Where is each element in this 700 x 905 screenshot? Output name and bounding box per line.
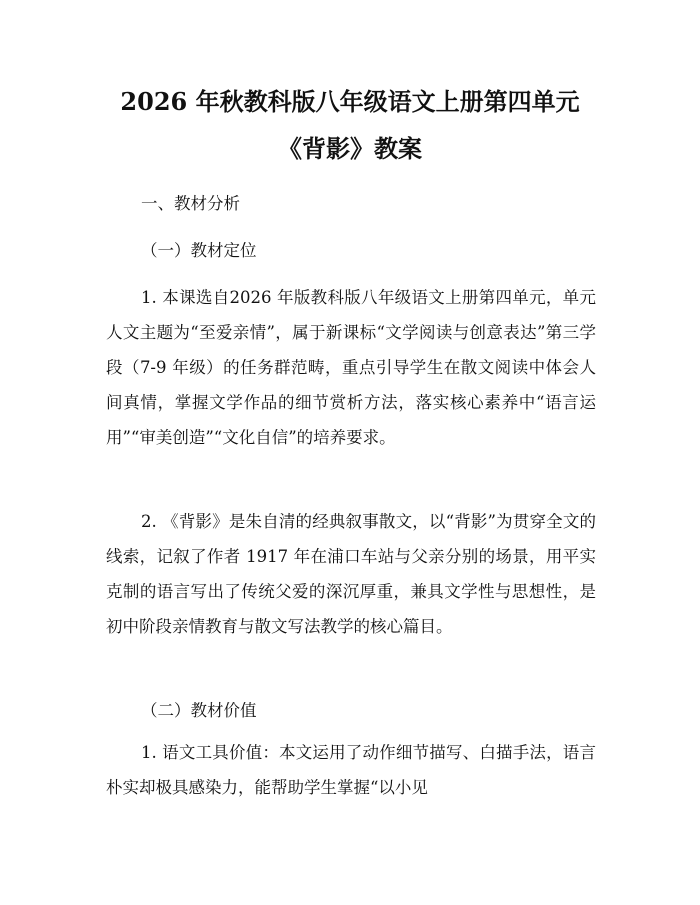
paragraph-positioning-2: 2. 《背影》是朱自清的经典叙事散文，以“背影”为贯穿全文的线索，记叙了作者 1917 年在浦口车站与父亲分别的场景，用平实克制的语言写出了传统父爱的深沉厚重，兼具文学性与思想性，是初中阶段亲情教育与散文写法教学的核心篇目。 bbox=[106, 512, 596, 636]
document-title-line2: 《背影》教案 bbox=[278, 134, 422, 163]
section-heading-material-analysis: 一、教材分析 bbox=[141, 194, 240, 213]
paragraph-value-1: 1. 语文工具价值：本文运用了动作细节描写、白描手法，语言朴实却极具感染力，能帮助学生掌握“以小见 bbox=[106, 743, 596, 797]
subsection-heading-material-value: （二）教材价值 bbox=[141, 701, 257, 720]
subsection-heading-material-positioning: （一）教材定位 bbox=[141, 241, 257, 260]
document-title-line1: 2026 年秋教科版八年级语文上册第四单元 bbox=[120, 87, 580, 116]
paragraph-positioning-1: 1. 本课选自2026 年版教科版八年级语文上册第四单元，单元人文主题为“至爱亲情”，属于新课标“文学阅读与创意表达”第三学段（7-9 年级）的任务群范畴，重点引导学生在散文阅读中体会人间真情，掌握文学作品的细节赏析方法，落实核心素养中“语言运用”“审美创造”“文化自信”的培养要求。 bbox=[106, 288, 596, 447]
